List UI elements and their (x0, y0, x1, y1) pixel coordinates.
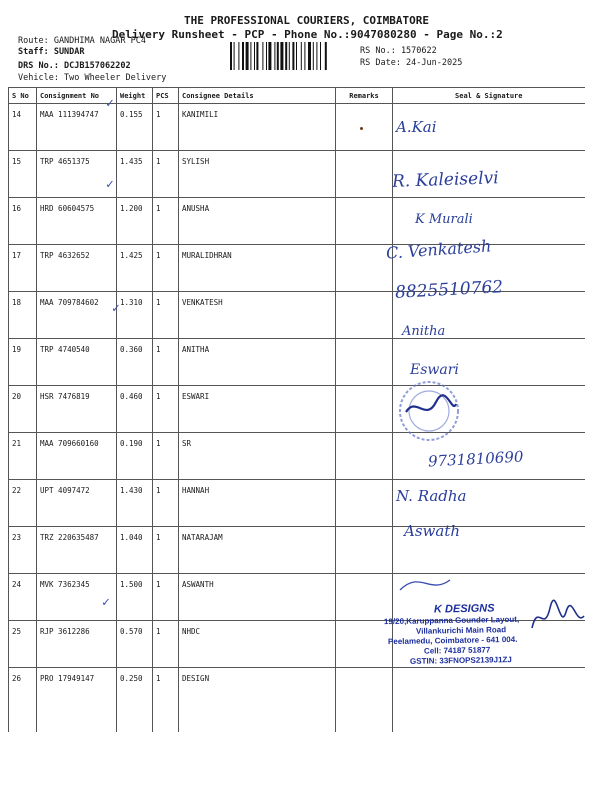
cell-consignment: MVK 7362345 (37, 574, 117, 621)
cell-sno: 21 (9, 433, 37, 480)
runsheet-title: Delivery Runsheet - PCP - Phone No.:9047080280 - Page No.:2 (112, 28, 503, 41)
cell-consignment: RJP 3612286 (37, 621, 117, 668)
cell-consignment: MAA 709784602 (37, 292, 117, 339)
cell-remarks (336, 245, 393, 292)
cell-consignment: TRZ 220635487 (37, 527, 117, 574)
cell-consignment: UPT 4097472 (37, 480, 117, 527)
col-pcs: PCS (153, 88, 179, 104)
barcode-bar (242, 42, 244, 70)
barcode-bar (246, 42, 249, 70)
round-seal-icon (396, 378, 462, 444)
cell-remarks (336, 621, 393, 668)
col-sno: S No (9, 88, 37, 104)
drs-number: DRS No.: DCJB157062202 (18, 61, 131, 71)
cell-remarks (336, 480, 393, 527)
cell-weight: 1.200 (117, 198, 153, 245)
cell-remarks (336, 198, 393, 245)
cell-weight: 0.190 (117, 433, 153, 480)
stamp-address-1: 19/20,Karuppanna Gounder Layout, (383, 614, 520, 627)
cell-consignment: TRP 4651375 (37, 151, 117, 198)
cell-consignee: DESIGN (179, 668, 336, 733)
cell-consignee: HANNAH (179, 480, 336, 527)
tick-mark: ✓ (106, 96, 114, 111)
table-row (9, 480, 585, 527)
cell-consignee: ANUSHA (179, 198, 336, 245)
cell-weight: 1.310 (117, 292, 153, 339)
cell-consignee: SYLISH (179, 151, 336, 198)
signature-24a: N. Radha (396, 487, 467, 505)
cell-consignee: KANIMILI (179, 104, 336, 151)
barcode-bar (301, 42, 302, 70)
cell-pcs: 1 (153, 386, 179, 433)
cell-weight: 0.570 (117, 621, 153, 668)
barcode-bar (268, 42, 271, 70)
cell-sno: 19 (9, 339, 37, 386)
rs-number: RS No.: 1570622 (360, 46, 437, 56)
barcode-bar (280, 42, 283, 70)
tick-mark: ✓ (112, 301, 120, 316)
table-header-row (9, 88, 585, 104)
route-label: Route: GANDHIMA NAGAR PC4 (18, 36, 146, 46)
cell-consignment: TRP 4632652 (37, 245, 117, 292)
signature-18: C. Venkatesh (385, 236, 492, 263)
cell-consignee: SR (179, 433, 336, 480)
cell-remarks (336, 527, 393, 574)
barcode-bar (296, 42, 297, 70)
cell-consignment: HRD 60604575 (37, 198, 117, 245)
stamp-address-2: Villankurichi Main Road (415, 625, 507, 636)
vehicle-label: Vehicle: Two Wheeler Delivery (18, 73, 167, 83)
table-row (9, 339, 585, 386)
signature-15: R. Kaleiselvi (391, 168, 499, 192)
barcode-bar (313, 42, 314, 70)
cell-sno: 17 (9, 245, 37, 292)
barcode-bar (285, 42, 287, 70)
barcode-bar (320, 42, 321, 70)
cell-pcs: 1 (153, 574, 179, 621)
cell-remarks (336, 433, 393, 480)
barcode-bar (262, 42, 263, 70)
cell-pcs: 1 (153, 668, 179, 733)
cell-sno: 18 (9, 292, 37, 339)
cell-pcs: 1 (153, 104, 179, 151)
signature-14: A.Kai (396, 118, 437, 136)
barcode-bar (308, 42, 311, 70)
stamp-name: K DESIGNS (433, 602, 495, 616)
cell-pcs: 1 (153, 151, 179, 198)
signature-squiggle-icon (390, 560, 580, 600)
cell-sno: 14 (9, 104, 37, 151)
cell-remarks (336, 151, 393, 198)
col-remarks: Remarks (336, 88, 393, 104)
signature-23: 9731810690 (427, 447, 524, 471)
tick-mark: ✓ (106, 177, 114, 192)
cell-sno: 22 (9, 480, 37, 527)
cell-pcs: 1 (153, 621, 179, 668)
stamp-address-3: Peelamedu, Coimbatore - 641 004. (387, 634, 518, 647)
cell-signature (393, 668, 585, 733)
barcode-bar (289, 42, 290, 70)
cell-pcs: 1 (153, 433, 179, 480)
cell-weight: 0.360 (117, 339, 153, 386)
cell-consignee: ESWARI (179, 386, 336, 433)
remark-dot (360, 127, 363, 130)
barcode-bar (292, 42, 294, 70)
cell-consignee: ANITHA (179, 339, 336, 386)
cell-pcs: 1 (153, 527, 179, 574)
cell-remarks (336, 668, 393, 733)
cell-pcs: 1 (153, 198, 179, 245)
table-row (9, 198, 585, 245)
cell-remarks (336, 339, 393, 386)
cell-consignee: ASWANTH (179, 574, 336, 621)
cell-weight: 0.460 (117, 386, 153, 433)
cell-weight: 1.040 (117, 527, 153, 574)
barcode-bar (304, 42, 305, 70)
barcode-bar (316, 42, 317, 70)
cell-remarks (336, 104, 393, 151)
cell-consignment: TRP 4740540 (37, 339, 117, 386)
cell-sno: 25 (9, 621, 37, 668)
cell-pcs: 1 (153, 245, 179, 292)
col-consignee: Consignee Details (179, 88, 336, 104)
barcode-bar (238, 42, 239, 70)
signature-21: Eswari (410, 362, 459, 378)
barcode-bar (230, 42, 232, 70)
barcode-bar (274, 42, 275, 70)
cell-remarks (336, 292, 393, 339)
cell-sno: 20 (9, 386, 37, 433)
signature-24b: Aswath (404, 522, 461, 540)
cell-consignee: NHDC (179, 621, 336, 668)
cell-weight: 1.435 (117, 151, 153, 198)
barcode-bar (325, 42, 327, 70)
col-consignment: Consignment No (37, 88, 117, 104)
cell-weight: 0.155 (117, 104, 153, 151)
table-row (9, 386, 585, 433)
col-weight: Weight (117, 88, 153, 104)
barcode-bar (254, 42, 255, 70)
cell-weight: 1.500 (117, 574, 153, 621)
cell-pcs: 1 (153, 292, 179, 339)
cell-weight: 1.430 (117, 480, 153, 527)
stamp-signature-icon (528, 598, 588, 638)
barcode-bar (234, 42, 235, 70)
cell-remarks (336, 574, 393, 621)
signature-19: 8825510762 (394, 277, 504, 303)
cell-consignee: VENKATESH (179, 292, 336, 339)
barcode-bar (256, 42, 258, 70)
cell-sno: 15 (9, 151, 37, 198)
stamp-cell: Cell: 74187 51877 (423, 645, 491, 656)
rs-date: RS Date: 24-Jun-2025 (360, 58, 463, 68)
signature-17: K Murali (415, 212, 473, 227)
cell-consignee: NATARAJAM (179, 527, 336, 574)
barcode (230, 42, 356, 70)
table-row (9, 668, 585, 733)
cell-pcs: 1 (153, 339, 179, 386)
company-title: THE PROFESSIONAL COURIERS, COIMBATORE (184, 14, 430, 27)
signature-20: Anitha (402, 324, 446, 339)
cell-sno: 16 (9, 198, 37, 245)
cell-sno: 24 (9, 574, 37, 621)
cell-weight: 0.250 (117, 668, 153, 733)
cell-consignment: MAA 709660160 (37, 433, 117, 480)
tick-mark: ✓ (102, 595, 110, 610)
cell-consignment: MAA 111394747 (37, 104, 117, 151)
cell-consignment: PRO 17949147 (37, 668, 117, 733)
cell-consignee: MURALIDHRAN (179, 245, 336, 292)
stamp-gstin: GSTIN: 33FNOPS2139J1ZJ (409, 655, 512, 666)
staff-label: Staff: SUNDAR (18, 47, 85, 57)
barcode-bar (266, 42, 267, 70)
barcode-bar (277, 42, 279, 70)
cell-sno: 26 (9, 668, 37, 733)
barcode-bar (250, 42, 251, 70)
cell-remarks (336, 386, 393, 433)
cell-consignment: HSR 7476819 (37, 386, 117, 433)
cell-pcs: 1 (153, 480, 179, 527)
table-row (9, 104, 585, 151)
cell-sno: 23 (9, 527, 37, 574)
cell-weight: 1.425 (117, 245, 153, 292)
col-signature: Seal & Signature (393, 88, 585, 104)
table-row (9, 292, 585, 339)
